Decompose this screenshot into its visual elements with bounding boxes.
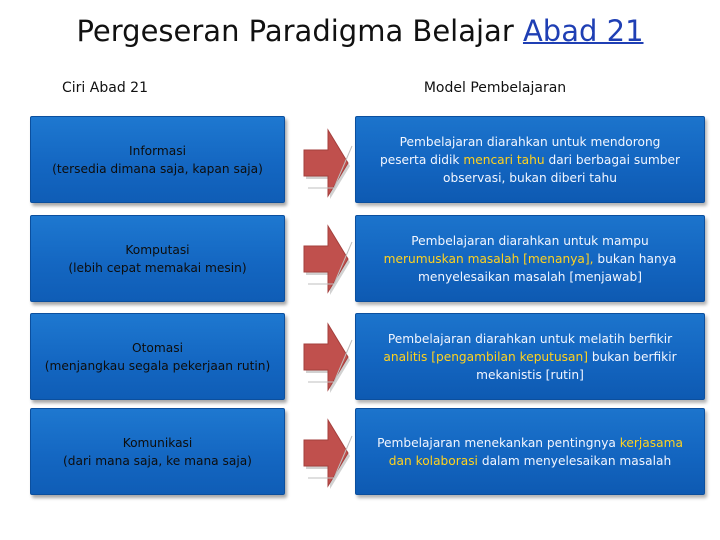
- right-arrow-icon: [300, 416, 358, 490]
- model-line-1: Pembelajaran menekankan pentingnya kerjasama: [377, 435, 683, 450]
- model-box-2: [355, 215, 705, 302]
- model-line-2: dan kolaborasi dalam menyelesaikan masalah: [388, 453, 672, 468]
- model-box-1: [355, 116, 705, 203]
- right-arrow-icon: [300, 222, 358, 296]
- trait-subtitle: (menjangkau segala pekerjaan rutin): [44, 358, 271, 373]
- model-box-3: [355, 313, 705, 400]
- model-line-2: analitis [pengambilan keputusan] bukan berfikir: [383, 349, 677, 364]
- trait-box-komputasi: [30, 215, 285, 302]
- title-text: Pergeseran Paradigma Belajar: [76, 14, 514, 48]
- model-line-1: Pembelajaran diarahkan untuk melatih berfikir: [387, 331, 673, 346]
- model-line-3: mekanistis [rutin]: [476, 367, 584, 382]
- trait-title: Komputasi: [125, 242, 190, 257]
- model-highlight: analitis [pengambilan keputusan]: [383, 349, 588, 364]
- right-arrow-icon: [300, 126, 358, 200]
- right-arrow-icon: [300, 320, 358, 394]
- model-highlight: merumuskan masalah [menanya],: [383, 251, 594, 266]
- trait-title: Otomasi: [132, 340, 183, 355]
- trait-box-komunikasi: [30, 408, 285, 495]
- trait-subtitle: (tersedia dimana saja, kapan saja): [52, 161, 263, 176]
- trait-box-informasi: [30, 116, 285, 203]
- trait-box-otomasi: [30, 313, 285, 400]
- model-line-3: menyelesaikan masalah [menjawab]: [417, 269, 643, 284]
- model-line-2: peserta didik mencari tahu dari berbagai sumber: [379, 152, 681, 167]
- model-line-2: merumuskan masalah [menanya], bukan hanya: [383, 251, 677, 266]
- slide-title: [0, 14, 720, 48]
- trait-title: Komunikasi: [122, 435, 193, 450]
- trait-subtitle: (lebih cepat memakai mesin): [68, 260, 247, 275]
- model-highlight: kerjasama: [619, 435, 683, 450]
- model-line-1: Pembelajaran diarahkan untuk mendorong: [399, 134, 661, 149]
- model-line-3: observasi, bukan diberi tahu: [443, 170, 617, 185]
- model-box-4: [355, 408, 705, 495]
- model-line-1: Pembelajaran diarahkan untuk mampu: [411, 233, 649, 248]
- model-highlight: dan kolaborasi: [388, 453, 478, 468]
- title-link[interactable]: Abad 21: [522, 14, 644, 48]
- left-column-header: Ciri Abad 21: [62, 80, 148, 96]
- trait-subtitle: (dari mana saja, ke mana saja): [63, 453, 252, 468]
- model-highlight: mencari tahu: [463, 152, 545, 167]
- right-column-header: Model Pembelajaran: [423, 80, 567, 96]
- trait-title: Informasi: [129, 143, 186, 158]
